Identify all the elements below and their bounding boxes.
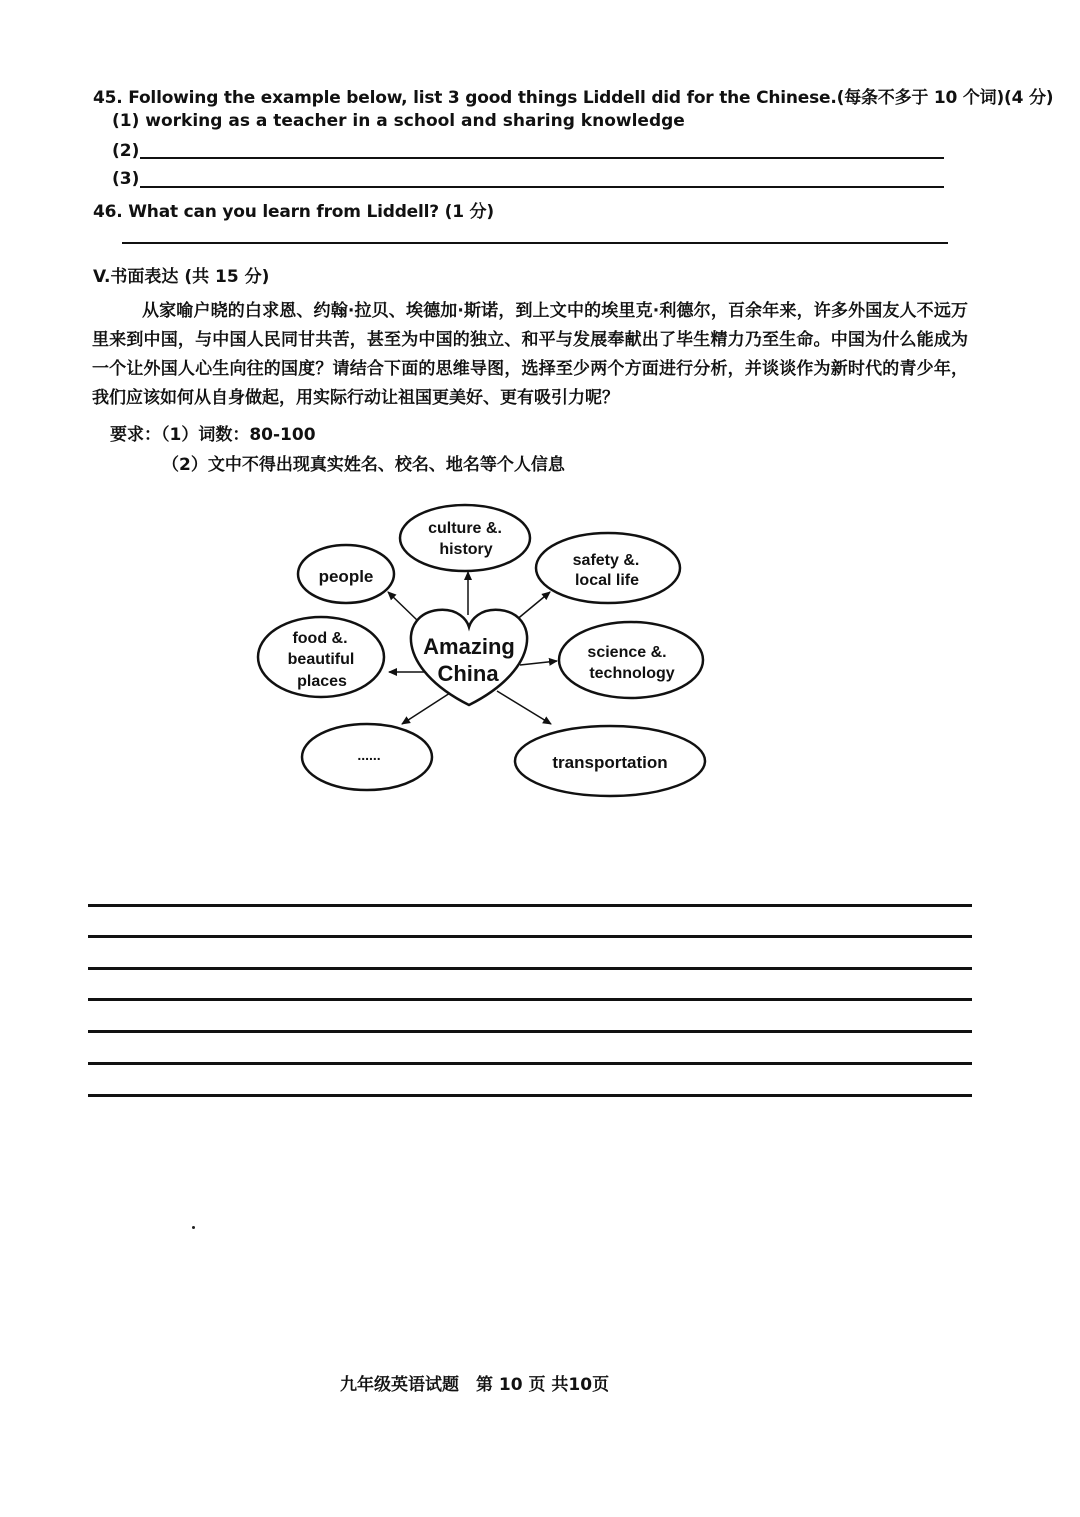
q45-example: (1) working as a teacher in a school and sharing knowledge xyxy=(112,111,685,131)
q45-item2-label: (2) xyxy=(112,141,140,161)
arrow-to-safety xyxy=(515,592,550,621)
safety-label-line1: safety &. xyxy=(572,552,640,569)
science-label-line2: technology xyxy=(589,665,675,682)
ellipsis-label: ...... xyxy=(357,747,381,763)
writing-line-7[interactable] xyxy=(88,1094,972,1097)
node-culture-history xyxy=(400,505,530,571)
food-label-line1: food &. xyxy=(292,630,348,647)
writing-line-5[interactable] xyxy=(88,1030,972,1033)
requirement-no-personal-info: （2）文中不得出现真实姓名、校名、地名等个人信息 xyxy=(162,455,565,475)
culture-label-line1: culture &. xyxy=(428,520,502,537)
writing-line-6[interactable] xyxy=(88,1062,972,1065)
writing-line-4[interactable] xyxy=(88,998,972,1001)
writing-line-1[interactable] xyxy=(88,904,972,907)
center-label-line2: China xyxy=(437,661,499,686)
food-label-line2: beautiful xyxy=(287,651,355,668)
people-label: people xyxy=(318,567,374,586)
writing-prompt-paragraph: 从家喻户晓的白求恩、约翰·拉贝、埃德加·斯诺，到上文中的埃里克·利德尔，百余年来，许多外国友人不远万里来到中国，与中国人民同甘共苦，甚至为中国的独立、和平与发展奉献出了毕生精力乃至生命。中国为什么能成为一个让外国人心生向往的国度？请结合下面的思维导图，选择至少两个方面进行分析，并谈谈作为新时代的青少年，我们应该如何从自身做起，用实际行动让祖国更美好、更有吸引力呢？ xyxy=(92,301,968,408)
safety-label-line2: local life xyxy=(574,572,640,589)
requirement-word-count: 要求：（1）词数：80-100 xyxy=(110,425,316,445)
q45-prompt: 45. Following the example below, list 3 good things Liddell did for the Chinese.(每条不多于 10 个词)(4 分) xyxy=(93,88,1054,108)
science-label-line1: science &. xyxy=(587,644,667,661)
arrow-to-ellipsis xyxy=(402,693,450,724)
q46-prompt: 46. What can you learn from Liddell? (1 分) xyxy=(93,202,494,222)
transportation-label: transportation xyxy=(552,753,668,772)
q45-item3-label: (3) xyxy=(112,169,140,189)
arrow-to-science xyxy=(520,661,557,665)
stray-mark xyxy=(192,1226,195,1229)
page-footer: 九年级英语试题 第 10 页 共10页 xyxy=(340,1375,610,1395)
center-label-line1: Amazing xyxy=(423,634,515,659)
section-title: V.书面表达 (共 15 分) xyxy=(93,267,270,287)
writing-line-3[interactable] xyxy=(88,967,972,970)
arrow-to-people xyxy=(388,592,418,621)
writing-line-2[interactable] xyxy=(88,935,972,938)
arrow-to-transportation xyxy=(497,691,551,724)
food-label-line3: places xyxy=(297,673,347,690)
culture-label-line2: history xyxy=(439,541,493,558)
